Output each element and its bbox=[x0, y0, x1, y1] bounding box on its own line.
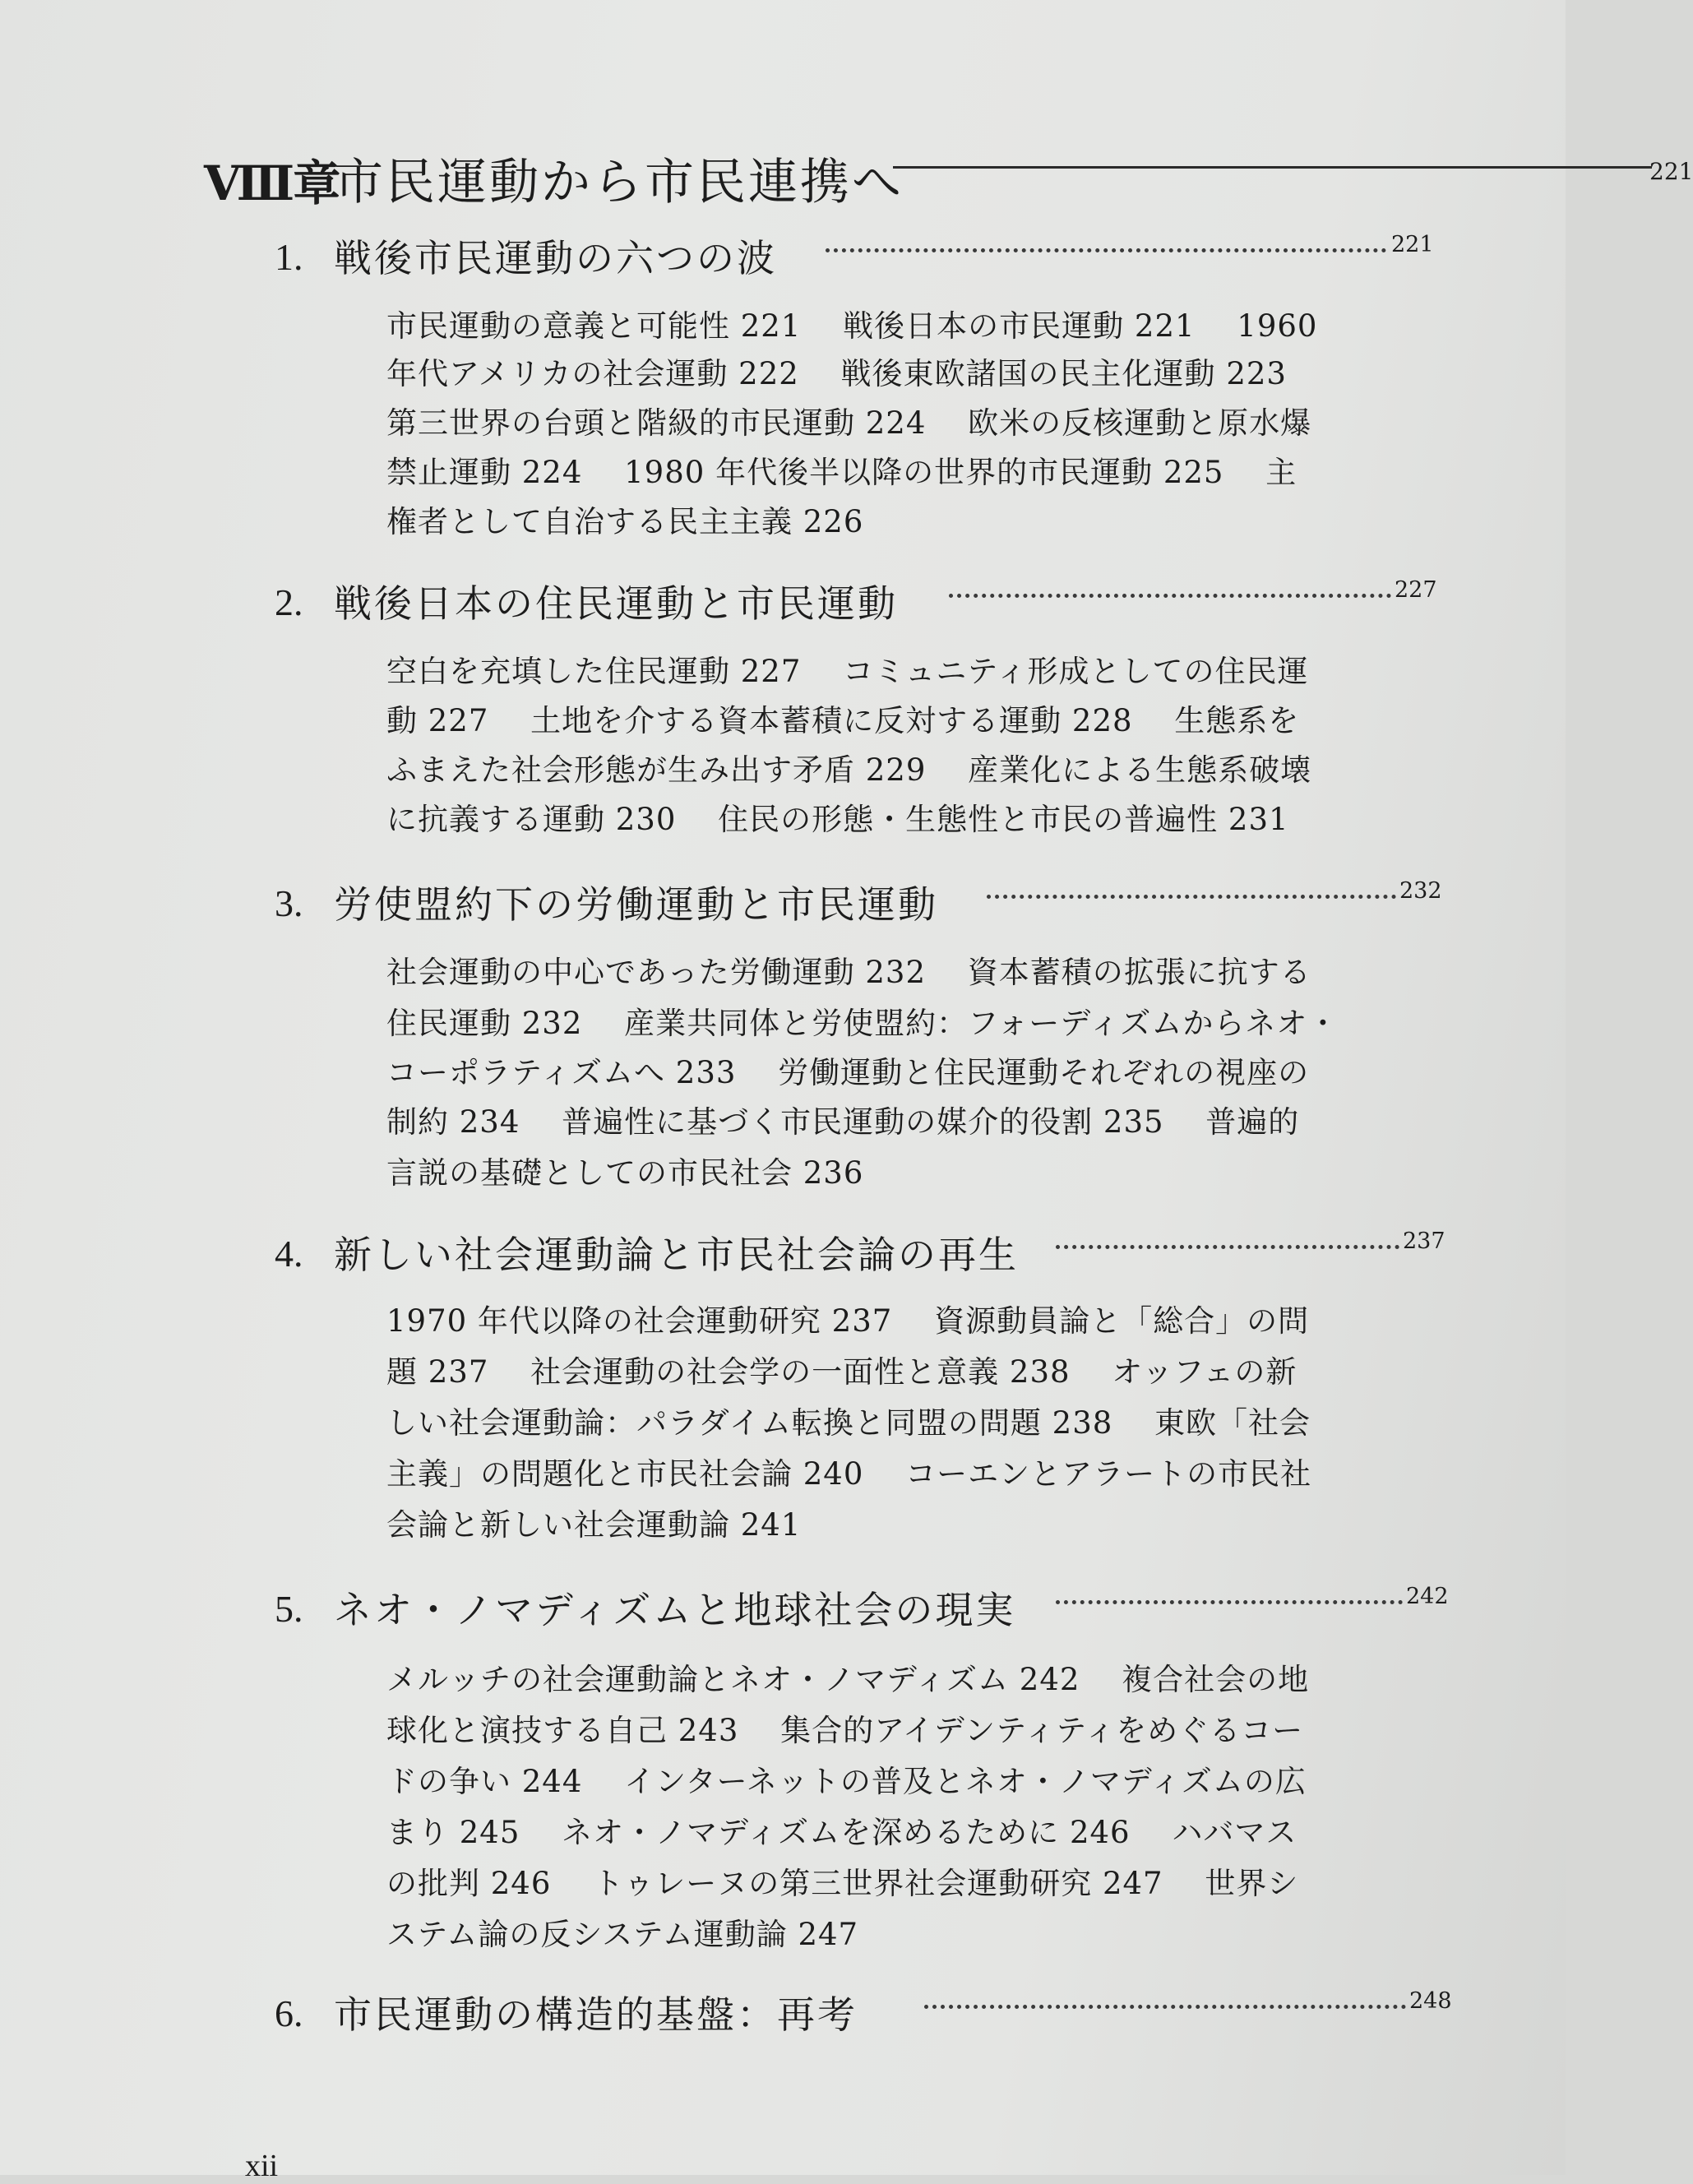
section-page-number: 221 bbox=[1391, 232, 1434, 257]
section-title: 戦後市民運動の六つの波 bbox=[334, 236, 777, 280]
subtopic-line: 空白を充填した住民運動 227 コミュニティ形成としての住民運 bbox=[386, 654, 1309, 689]
section-title: 戦後日本の住民運動と市民運動 bbox=[334, 581, 898, 626]
section-heading bbox=[275, 574, 1442, 633]
subtopic-line: まり 245 ネオ・ノマディズムを深めるために 246 ハバマス bbox=[386, 1815, 1298, 1850]
subtopic-line: 主義」の問題化と市民社会論 240 コーエンとアラートの市民社 bbox=[386, 1456, 1312, 1492]
dot-leader bbox=[826, 248, 1386, 252]
dot-leader bbox=[1056, 1245, 1399, 1249]
subtopic-line: 球化と演技する自己 243 集合的アイデンティティをめぐるコー bbox=[386, 1713, 1304, 1748]
section-number: 1. bbox=[275, 236, 303, 278]
section-page-number: 227 bbox=[1395, 577, 1437, 603]
subtopic-line: メルッチの社会運動論とネオ・ノマディズム 242 複合社会の地 bbox=[386, 1662, 1310, 1697]
section-page-number: 232 bbox=[1399, 878, 1442, 904]
dot-leader bbox=[1056, 1600, 1403, 1604]
section-number: 6. bbox=[275, 1992, 303, 2034]
subtopic-line: ステム論の反システム運動論 247 bbox=[386, 1917, 859, 1952]
section-page-number: 242 bbox=[1406, 1584, 1449, 1609]
subtopic-line: 禁止運動 224 1980 年代後半以降の世界的市民運動 225 主 bbox=[386, 455, 1298, 490]
chapter-heading bbox=[204, 140, 1693, 214]
subtopic-line: ドの争い 244 インターネットの普及とネオ・ノマディズムの広 bbox=[386, 1764, 1307, 1799]
section-title: ネオ・ノマディズムと地球社会の現実 bbox=[334, 1588, 1016, 1632]
chapter-number: Ⅷ章 bbox=[204, 155, 340, 211]
subtopic-line: 第三世界の台頭と階級的市民運動 224 欧米の反核運動と原水爆 bbox=[386, 405, 1312, 441]
subtopic-line: 年代アメリカの社会運動 222 戦後東欧諸国の民主化運動 223 bbox=[386, 356, 1287, 391]
section-title: 市民運動の構造的基盤：再考 bbox=[334, 1992, 858, 2037]
section-title: 新しい社会運動論と市民社会論の再生 bbox=[334, 1233, 1019, 1277]
section-number: 3. bbox=[275, 882, 303, 924]
page-folio: xii bbox=[245, 2149, 279, 2183]
subtopic-line: 会論と新しい社会運動論 241 bbox=[386, 1507, 802, 1543]
chapter-title: 市民運動から市民連携へ bbox=[334, 154, 904, 211]
subtopic-line: 社会運動の中心であった労働運動 232 資本蓄積の拡張に抗する bbox=[386, 955, 1311, 990]
subtopic-line: に抗義する運動 230 住民の形態・生態性と市民の普遍性 231 bbox=[386, 802, 1289, 837]
section-number: 4. bbox=[275, 1233, 303, 1275]
dot-leader bbox=[949, 594, 1391, 598]
subtopic-line: 住民運動 232 産業共同体と労使盟約：フォーディズムからネオ・ bbox=[386, 1006, 1339, 1041]
dot-leader bbox=[987, 895, 1396, 899]
section-number: 2. bbox=[275, 581, 303, 623]
section-heading bbox=[275, 1580, 1449, 1640]
subtopic-line: 題 237 社会運動の社会学の一面性と意義 238 オッフェの新 bbox=[386, 1354, 1298, 1390]
dot-leader bbox=[924, 2005, 1406, 2009]
section-number: 5. bbox=[275, 1588, 303, 1630]
section-page-number: 237 bbox=[1403, 1228, 1446, 1254]
subtopic-line: 言説の基礎としての市民社会 236 bbox=[386, 1155, 864, 1191]
section-heading bbox=[275, 1225, 1446, 1284]
subtopic-line: 動 227 土地を介する資本蓄積に反対する運動 228 生態系を bbox=[386, 703, 1300, 738]
subtopic-line: コーポラティズムへ 233 労働運動と住民運動それぞれの視座の bbox=[386, 1055, 1310, 1090]
subtopic-line: 1970 年代以降の社会運動研究 237 資源動員論と「総合」の問 bbox=[386, 1303, 1310, 1339]
section-page-number: 248 bbox=[1409, 1988, 1452, 2014]
chapter-leader-rule bbox=[893, 166, 1652, 169]
subtopic-line: の批判 246 トゥレーヌの第三世界社会運動研究 247 世界シ bbox=[386, 1866, 1299, 1901]
section-heading bbox=[275, 875, 1442, 934]
section-heading bbox=[275, 229, 1442, 288]
chapter-page-number: 221 bbox=[1649, 158, 1693, 185]
subtopic-line: しい社会運動論：パラダイム転換と同盟の問題 238 東欧「社会 bbox=[386, 1405, 1311, 1441]
subtopic-line: 市民運動の意義と可能性 221 戦後日本の市民運動 221 1960 bbox=[386, 308, 1318, 344]
subtopic-line: 制約 234 普遍性に基づく市民運動の媒介的役割 235 普遍的 bbox=[386, 1104, 1300, 1140]
subtopic-line: ふまえた社会形態が生み出す矛盾 229 産業化による生態系破壊 bbox=[386, 752, 1312, 788]
section-title: 労使盟約下の労働運動と市民運動 bbox=[334, 882, 938, 927]
section-heading bbox=[275, 1985, 1452, 2044]
subtopic-line: 権者として自治する民主主義 226 bbox=[386, 504, 864, 539]
